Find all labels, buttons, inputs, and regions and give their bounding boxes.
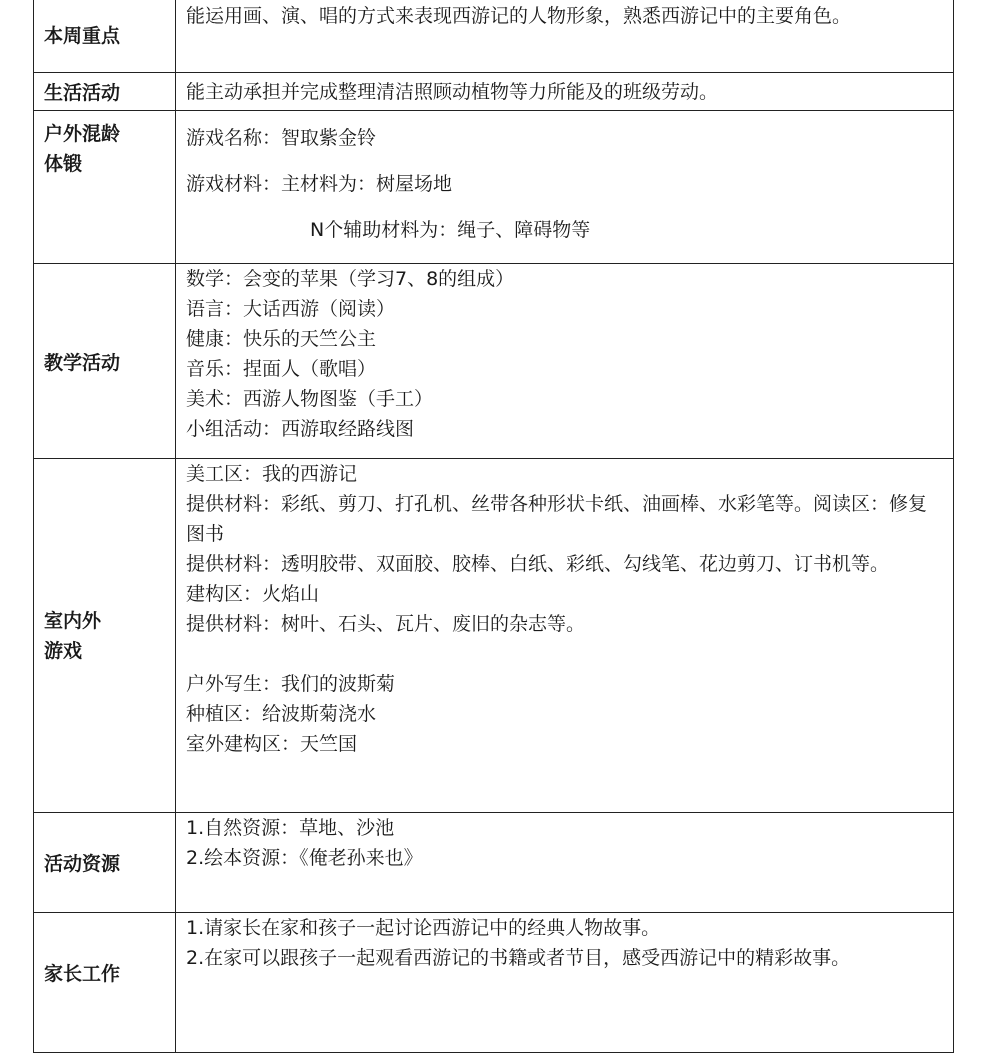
row-label-weekly-focus: 本周重点: [34, 0, 176, 73]
content-line: 能主动承担并完成整理清洁照顾动植物等力所能及的班级劳动。: [186, 80, 719, 103]
table-row: [34, 111, 954, 264]
table-row: [34, 813, 954, 913]
content-line: 语言：大话西游（阅读）: [186, 298, 396, 320]
content-line: 种植区：给波斯菊浇水: [186, 703, 377, 725]
content-line: 美工区：我的西游记: [186, 463, 358, 485]
content-line: 2.在家可以跟孩子一起观看西游记的书籍或者节目，感受西游记中的精彩故事。: [186, 947, 851, 969]
row-label-parent-work: 家长工作: [34, 913, 176, 1053]
content-line: 音乐：捏面人（歌唱）: [186, 358, 377, 380]
row-content-resources: [176, 813, 954, 913]
weekly-plan-table: [33, 0, 954, 1053]
table-row: [34, 73, 954, 111]
table-row: [34, 913, 954, 1053]
table-row: [34, 264, 954, 459]
row-label-games: [34, 459, 176, 813]
row-label-daily-life: 生活活动: [34, 73, 176, 111]
content-line: 提供材料：透明胶带、双面胶、胶棒、白纸、彩纸、勾线笔、花边剪刀、订书机等。: [186, 553, 890, 575]
content-line: 游戏材料：主材料为：树屋场地: [186, 173, 453, 195]
content-line: 能运用画、演、唱的方式来表现西游记的人物形象，熟悉西游记中的主要角色。: [186, 5, 852, 27]
label-line: 体锻: [44, 153, 83, 175]
content-line: 健康：快乐的天竺公主: [186, 328, 377, 350]
row-content-parent-work: [176, 913, 954, 1053]
label-line: 户外混龄: [44, 123, 121, 145]
content-line: 数学：会变的苹果（学习7、8的组成）: [186, 268, 515, 290]
content-line: 提供材料：树叶、石头、瓦片、废旧的杂志等。: [186, 613, 586, 635]
label-line: 室内外: [44, 609, 102, 632]
table-row: [34, 459, 954, 813]
content-line: 户外写生：我们的波斯菊: [186, 673, 396, 695]
content-line: 游戏名称：智取紫金铃: [186, 127, 377, 149]
content-line: N个辅助材料为：绳子、障碍物等: [310, 219, 591, 241]
content-line: 美术：西游人物图鉴（手工）: [186, 388, 434, 410]
row-content-daily-life: [176, 73, 954, 111]
row-content-weekly-focus: [176, 0, 954, 73]
row-content-outdoor-exercise: [176, 111, 954, 264]
label-line: 游戏: [44, 639, 83, 662]
content-line: 1.请家长在家和孩子一起讨论西游记中的经典人物故事。: [186, 917, 661, 939]
content-line: 提供材料：彩纸、剪刀、打孔机、丝带各种形状卡纸、油画棒、水彩笔等。阅读区：修复图书: [186, 493, 928, 545]
row-label-teaching: 教学活动: [34, 264, 176, 459]
row-label-resources: 活动资源: [34, 813, 176, 913]
content-line: 1.自然资源：草地、沙池: [186, 817, 395, 839]
content-line: 小组活动：西游取经路线图: [186, 418, 415, 440]
content-line: 2.绘本资源：《俺老孙来也》: [186, 847, 423, 869]
content-line: 室外建构区：天竺国: [186, 733, 358, 755]
blank-line: [186, 639, 945, 669]
table-row: [34, 0, 954, 73]
content-line: 建构区：火焰山: [186, 583, 320, 605]
row-content-games: [176, 459, 954, 813]
row-content-teaching: [176, 264, 954, 459]
row-label-outdoor-exercise: [34, 111, 176, 264]
